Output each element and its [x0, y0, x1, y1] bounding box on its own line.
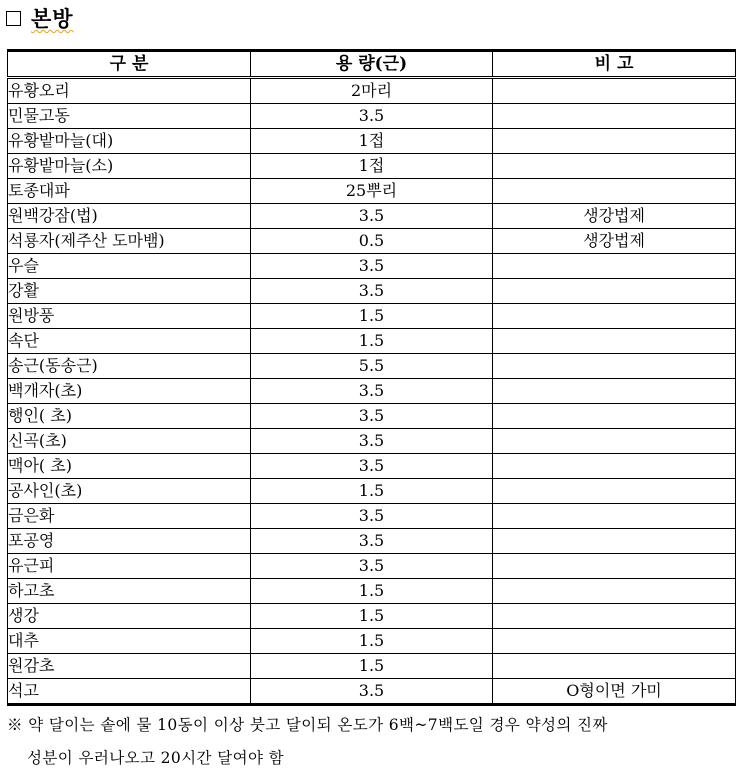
herb-note-cell — [493, 604, 736, 629]
herb-amount-cell: 3.5 — [251, 429, 493, 454]
herb-note-cell — [493, 329, 736, 354]
herb-amount-cell: 3.5 — [251, 454, 493, 479]
header-category: 구 분 — [8, 51, 251, 78]
herb-amount-cell: 3.5 — [251, 529, 493, 554]
herb-amount-cell: 2마리 — [251, 78, 493, 104]
table-row — [8, 229, 736, 254]
herb-note-cell — [493, 629, 736, 654]
table-row — [8, 204, 736, 229]
herb-amount-cell: 3.5 — [251, 554, 493, 579]
herb-name-cell: 석룡자(제주산 도마뱀) — [8, 229, 251, 254]
table-row — [8, 504, 736, 529]
header-note: 비 고 — [493, 51, 736, 78]
herb-name-cell: 공사인(초) — [8, 479, 251, 504]
footnote — [7, 709, 742, 775]
herb-name-cell: 신곡(초) — [8, 429, 251, 454]
prescription-table — [7, 49, 736, 706]
footnote-line-1: ※ 약 달이는 솥에 물 10동이 이상 붓고 달이되 온도가 6백~7백도일 경우 약성의 진짜 — [7, 716, 608, 734]
table-row — [8, 479, 736, 504]
herb-name-cell: 원방풍 — [8, 304, 251, 329]
herb-amount-cell: 1.5 — [251, 604, 493, 629]
herb-amount-cell: 1.5 — [251, 304, 493, 329]
herb-amount-cell: 1.5 — [251, 329, 493, 354]
herb-name-cell: 백개자(초) — [8, 379, 251, 404]
herb-name-cell: 유황밭마늘(대) — [8, 129, 251, 154]
herb-name-cell: 토종대파 — [8, 179, 251, 204]
herb-amount-cell: 0.5 — [251, 229, 493, 254]
table-row — [8, 554, 736, 579]
table-row — [8, 279, 736, 304]
herb-note-cell: O형이면 가미 — [493, 679, 736, 705]
herb-amount-cell: 3.5 — [251, 104, 493, 129]
table-header-row — [8, 51, 736, 78]
table-row — [8, 78, 736, 104]
herb-note-cell — [493, 504, 736, 529]
table-row — [8, 654, 736, 679]
table-row — [8, 679, 736, 705]
herb-note-cell — [493, 404, 736, 429]
herb-name-cell: 금은화 — [8, 504, 251, 529]
herb-note-cell: 생강법제 — [493, 229, 736, 254]
herb-amount-cell: 25뿌리 — [251, 179, 493, 204]
table-row — [8, 429, 736, 454]
herb-amount-cell: 1.5 — [251, 479, 493, 504]
herb-name-cell: 행인( 초) — [8, 404, 251, 429]
herb-note-cell — [493, 529, 736, 554]
herb-amount-cell: 1접 — [251, 154, 493, 179]
herb-note-cell — [493, 179, 736, 204]
herb-note-cell — [493, 454, 736, 479]
herb-note-cell — [493, 554, 736, 579]
table-row — [8, 154, 736, 179]
table-row — [8, 179, 736, 204]
herb-amount-cell: 1접 — [251, 129, 493, 154]
table-row — [8, 454, 736, 479]
herb-note-cell — [493, 129, 736, 154]
herb-name-cell: 포공영 — [8, 529, 251, 554]
table-row — [8, 254, 736, 279]
herb-note-cell — [493, 279, 736, 304]
table-row — [8, 529, 736, 554]
herb-note-cell — [493, 254, 736, 279]
herb-note-cell — [493, 579, 736, 604]
header-amount: 용 량(근) — [251, 51, 493, 78]
herb-note-cell: 생강법제 — [493, 204, 736, 229]
herb-name-cell: 하고초 — [8, 579, 251, 604]
herb-note-cell — [493, 479, 736, 504]
table-row — [8, 104, 736, 129]
herb-name-cell: 원백강잠(법) — [8, 204, 251, 229]
herb-amount-cell: 3.5 — [251, 504, 493, 529]
herb-amount-cell: 5.5 — [251, 354, 493, 379]
herb-name-cell: 유황오리 — [8, 78, 251, 104]
herb-name-cell: 유근피 — [8, 554, 251, 579]
herb-amount-cell: 1.5 — [251, 579, 493, 604]
herb-name-cell: 민물고동 — [8, 104, 251, 129]
herb-name-cell: 유황밭마늘(소) — [8, 154, 251, 179]
herb-amount-cell: 3.5 — [251, 679, 493, 705]
herb-note-cell — [493, 154, 736, 179]
table-row — [8, 304, 736, 329]
checkbox-square-icon — [6, 11, 21, 26]
herb-amount-cell: 3.5 — [251, 279, 493, 304]
herb-note-cell — [493, 654, 736, 679]
table-row — [8, 604, 736, 629]
herb-amount-cell: 3.5 — [251, 204, 493, 229]
table-row — [8, 379, 736, 404]
table-row — [8, 329, 736, 354]
herb-amount-cell: 3.5 — [251, 254, 493, 279]
herb-note-cell — [493, 78, 736, 104]
herb-note-cell — [493, 104, 736, 129]
herb-name-cell: 우슬 — [8, 254, 251, 279]
herb-name-cell: 맥아( 초) — [8, 454, 251, 479]
section-title-text: 본방 — [31, 6, 74, 31]
herb-amount-cell: 1.5 — [251, 654, 493, 679]
herb-name-cell: 원감초 — [8, 654, 251, 679]
table-row — [8, 579, 736, 604]
herb-name-cell: 석고 — [8, 679, 251, 705]
herb-note-cell — [493, 429, 736, 454]
herb-name-cell: 대추 — [8, 629, 251, 654]
table-row — [8, 629, 736, 654]
herb-note-cell — [493, 354, 736, 379]
herb-amount-cell: 3.5 — [251, 379, 493, 404]
herb-amount-cell: 1.5 — [251, 629, 493, 654]
herb-note-cell — [493, 304, 736, 329]
herb-name-cell: 속단 — [8, 329, 251, 354]
herb-name-cell: 생강 — [8, 604, 251, 629]
table-body — [8, 78, 736, 705]
table-row — [8, 129, 736, 154]
herb-name-cell: 송근(동송근) — [8, 354, 251, 379]
table-row — [8, 404, 736, 429]
herb-note-cell — [493, 379, 736, 404]
footnote-line-2: 성분이 우러나오고 20시간 달여야 함 — [27, 749, 285, 767]
section-title — [6, 4, 74, 32]
table-row — [8, 354, 736, 379]
herb-name-cell: 강활 — [8, 279, 251, 304]
herb-amount-cell: 3.5 — [251, 404, 493, 429]
